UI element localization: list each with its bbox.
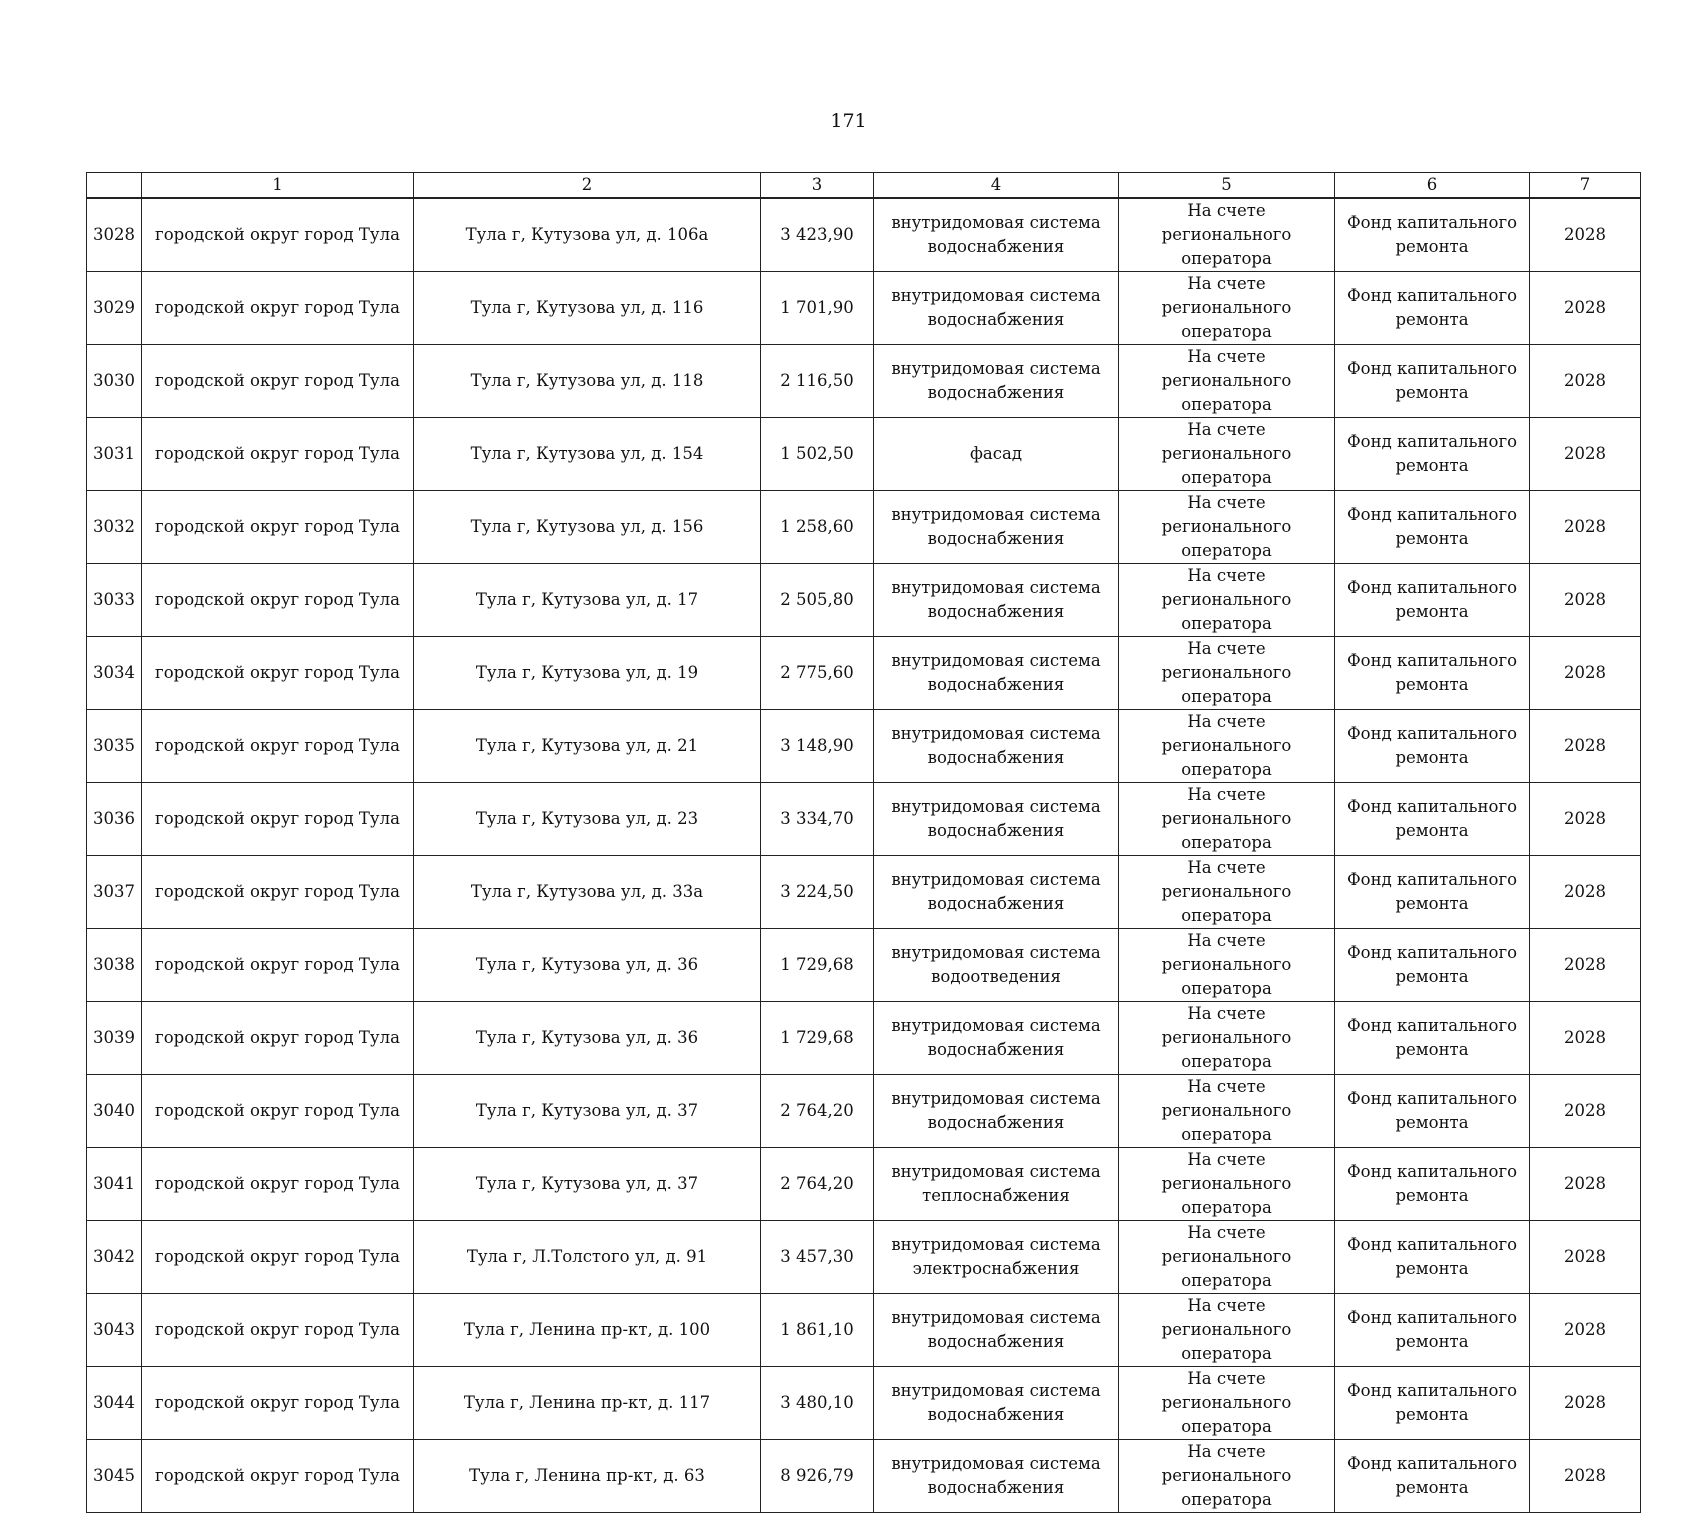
year-cell: 2028 [1530, 491, 1641, 564]
fund-account-cell: На счете регионального оператора [1119, 198, 1335, 272]
header-cell-index [87, 173, 142, 199]
row-number-cell: 3040 [87, 1075, 142, 1148]
funding-source-cell: Фонд капитального ремонта [1335, 1294, 1530, 1367]
work-type-cell: внутридомовая система водоснабжения [874, 1294, 1119, 1367]
fund-account-cell: На счете регионального оператора [1119, 1367, 1335, 1440]
address-cell: Тула г, Кутузова ул, д. 37 [414, 1148, 761, 1221]
table-row [87, 491, 1641, 564]
work-type-cell: внутридомовая система водоснабжения [874, 783, 1119, 856]
work-type-cell: внутридомовая система электроснабжения [874, 1221, 1119, 1294]
area-cell: 2 764,20 [761, 1148, 874, 1221]
funding-source-cell: Фонд капитального ремонта [1335, 1002, 1530, 1075]
year-cell: 2028 [1530, 1148, 1641, 1221]
table-row [87, 1075, 1641, 1148]
header-cell-2: 2 [414, 173, 761, 199]
table-row [87, 1148, 1641, 1221]
table-row [87, 929, 1641, 1002]
area-cell: 3 480,10 [761, 1367, 874, 1440]
table-row [87, 1221, 1641, 1294]
address-cell: Тула г, Кутузова ул, д. 36 [414, 1002, 761, 1075]
header-cell-4: 4 [874, 173, 1119, 199]
municipality-cell: городской округ город Тула [142, 1367, 414, 1440]
funding-source-cell: Фонд капитального ремонта [1335, 345, 1530, 418]
row-number-cell: 3045 [87, 1440, 142, 1513]
table-row [87, 418, 1641, 491]
work-type-cell: внутридомовая система водоснабжения [874, 637, 1119, 710]
municipality-cell: городской округ город Тула [142, 1294, 414, 1367]
address-cell: Тула г, Кутузова ул, д. 33а [414, 856, 761, 929]
fund-account-cell: На счете регионального оператора [1119, 929, 1335, 1002]
header-cell-7: 7 [1530, 173, 1641, 199]
work-type-cell: внутридомовая система водоснабжения [874, 1075, 1119, 1148]
municipality-cell: городской округ город Тула [142, 1148, 414, 1221]
funding-source-cell: Фонд капитального ремонта [1335, 491, 1530, 564]
funding-source-cell: Фонд капитального ремонта [1335, 637, 1530, 710]
address-cell: Тула г, Кутузова ул, д. 118 [414, 345, 761, 418]
address-cell: Тула г, Ленина пр-кт, д. 63 [414, 1440, 761, 1513]
fund-account-cell: На счете регионального оператора [1119, 710, 1335, 783]
area-cell: 3 423,90 [761, 198, 874, 272]
fund-account-cell: На счете регионального оператора [1119, 856, 1335, 929]
row-number-cell: 3036 [87, 783, 142, 856]
year-cell: 2028 [1530, 637, 1641, 710]
funding-source-cell: Фонд капитального ремонта [1335, 783, 1530, 856]
fund-account-cell: На счете регионального оператора [1119, 564, 1335, 637]
municipality-cell: городской округ город Тула [142, 272, 414, 345]
work-type-cell: внутридомовая система водоснабжения [874, 1440, 1119, 1513]
work-type-cell: внутридомовая система водоснабжения [874, 272, 1119, 345]
address-cell: Тула г, Кутузова ул, д. 36 [414, 929, 761, 1002]
municipality-cell: городской округ город Тула [142, 783, 414, 856]
year-cell: 2028 [1530, 1221, 1641, 1294]
area-cell: 1 502,50 [761, 418, 874, 491]
address-cell: Тула г, Кутузова ул, д. 17 [414, 564, 761, 637]
funding-source-cell: Фонд капитального ремонта [1335, 1148, 1530, 1221]
area-cell: 1 701,90 [761, 272, 874, 345]
table-row [87, 856, 1641, 929]
row-number-cell: 3031 [87, 418, 142, 491]
row-number-cell: 3042 [87, 1221, 142, 1294]
address-cell: Тула г, Ленина пр-кт, д. 100 [414, 1294, 761, 1367]
work-type-cell: внутридомовая система теплоснабжения [874, 1148, 1119, 1221]
year-cell: 2028 [1530, 272, 1641, 345]
year-cell: 2028 [1530, 418, 1641, 491]
year-cell: 2028 [1530, 1440, 1641, 1513]
row-number-cell: 3038 [87, 929, 142, 1002]
table-row [87, 1440, 1641, 1513]
area-cell: 3 334,70 [761, 783, 874, 856]
work-type-cell: внутридомовая система водоснабжения [874, 564, 1119, 637]
row-number-cell: 3028 [87, 198, 142, 272]
row-number-cell: 3029 [87, 272, 142, 345]
address-cell: Тула г, Кутузова ул, д. 23 [414, 783, 761, 856]
year-cell: 2028 [1530, 1294, 1641, 1367]
area-cell: 1 258,60 [761, 491, 874, 564]
work-type-cell: внутридомовая система водоснабжения [874, 491, 1119, 564]
area-cell: 2 116,50 [761, 345, 874, 418]
municipality-cell: городской округ город Тула [142, 1221, 414, 1294]
area-cell: 1 861,10 [761, 1294, 874, 1367]
fund-account-cell: На счете регионального оператора [1119, 783, 1335, 856]
year-cell: 2028 [1530, 1002, 1641, 1075]
fund-account-cell: На счете регионального оператора [1119, 1221, 1335, 1294]
row-number-cell: 3033 [87, 564, 142, 637]
row-number-cell: 3030 [87, 345, 142, 418]
address-cell: Тула г, Ленина пр-кт, д. 117 [414, 1367, 761, 1440]
register-table [86, 172, 1641, 1513]
address-cell: Тула г, Кутузова ул, д. 21 [414, 710, 761, 783]
row-number-cell: 3037 [87, 856, 142, 929]
area-cell: 2 764,20 [761, 1075, 874, 1148]
work-type-cell: внутридомовая система водоотведения [874, 929, 1119, 1002]
area-cell: 2 505,80 [761, 564, 874, 637]
year-cell: 2028 [1530, 856, 1641, 929]
year-cell: 2028 [1530, 783, 1641, 856]
table-row [87, 1367, 1641, 1440]
work-type-cell: внутридомовая система водоснабжения [874, 710, 1119, 783]
work-type-cell: внутридомовая система водоснабжения [874, 198, 1119, 272]
municipality-cell: городской округ город Тула [142, 1002, 414, 1075]
year-cell: 2028 [1530, 710, 1641, 783]
funding-source-cell: Фонд капитального ремонта [1335, 710, 1530, 783]
header-cell-1: 1 [142, 173, 414, 199]
address-cell: Тула г, Кутузова ул, д. 19 [414, 637, 761, 710]
header-cell-5: 5 [1119, 173, 1335, 199]
row-number-cell: 3044 [87, 1367, 142, 1440]
municipality-cell: городской округ город Тула [142, 198, 414, 272]
year-cell: 2028 [1530, 1367, 1641, 1440]
municipality-cell: городской округ город Тула [142, 929, 414, 1002]
row-number-cell: 3039 [87, 1002, 142, 1075]
table-row [87, 710, 1641, 783]
address-cell: Тула г, Л.Толстого ул, д. 91 [414, 1221, 761, 1294]
work-type-cell: внутридомовая система водоснабжения [874, 1367, 1119, 1440]
fund-account-cell: На счете регионального оператора [1119, 1294, 1335, 1367]
address-cell: Тула г, Кутузова ул, д. 156 [414, 491, 761, 564]
municipality-cell: городской округ город Тула [142, 1440, 414, 1513]
area-cell: 3 148,90 [761, 710, 874, 783]
row-number-cell: 3034 [87, 637, 142, 710]
funding-source-cell: Фонд капитального ремонта [1335, 1221, 1530, 1294]
area-cell: 1 729,68 [761, 929, 874, 1002]
municipality-cell: городской округ город Тула [142, 710, 414, 783]
year-cell: 2028 [1530, 198, 1641, 272]
funding-source-cell: Фонд капитального ремонта [1335, 1367, 1530, 1440]
table-row [87, 637, 1641, 710]
fund-account-cell: На счете регионального оператора [1119, 345, 1335, 418]
funding-source-cell: Фонд капитального ремонта [1335, 929, 1530, 1002]
year-cell: 2028 [1530, 345, 1641, 418]
table-row [87, 1294, 1641, 1367]
table-row [87, 198, 1641, 272]
area-cell: 1 729,68 [761, 1002, 874, 1075]
funding-source-cell: Фонд капитального ремонта [1335, 564, 1530, 637]
table-row [87, 272, 1641, 345]
fund-account-cell: На счете регионального оператора [1119, 1002, 1335, 1075]
header-cell-6: 6 [1335, 173, 1530, 199]
municipality-cell: городской округ город Тула [142, 345, 414, 418]
table-row [87, 345, 1641, 418]
work-type-cell: фасад [874, 418, 1119, 491]
area-cell: 2 775,60 [761, 637, 874, 710]
funding-source-cell: Фонд капитального ремонта [1335, 198, 1530, 272]
municipality-cell: городской округ город Тула [142, 564, 414, 637]
work-type-cell: внутридомовая система водоснабжения [874, 345, 1119, 418]
page-number: 171 [830, 110, 867, 132]
work-type-cell: внутридомовая система водоснабжения [874, 856, 1119, 929]
funding-source-cell: Фонд капитального ремонта [1335, 1440, 1530, 1513]
fund-account-cell: На счете регионального оператора [1119, 1075, 1335, 1148]
municipality-cell: городской округ город Тула [142, 637, 414, 710]
year-cell: 2028 [1530, 1075, 1641, 1148]
table-body [87, 198, 1641, 1513]
funding-source-cell: Фонд капитального ремонта [1335, 1075, 1530, 1148]
row-number-cell: 3041 [87, 1148, 142, 1221]
row-number-cell: 3032 [87, 491, 142, 564]
fund-account-cell: На счете регионального оператора [1119, 491, 1335, 564]
funding-source-cell: Фонд капитального ремонта [1335, 856, 1530, 929]
table-row [87, 783, 1641, 856]
funding-source-cell: Фонд капитального ремонта [1335, 418, 1530, 491]
year-cell: 2028 [1530, 929, 1641, 1002]
fund-account-cell: На счете регионального оператора [1119, 637, 1335, 710]
fund-account-cell: На счете регионального оператора [1119, 1148, 1335, 1221]
municipality-cell: городской округ город Тула [142, 1075, 414, 1148]
area-cell: 8 926,79 [761, 1440, 874, 1513]
municipality-cell: городской округ город Тула [142, 418, 414, 491]
fund-account-cell: На счете регионального оператора [1119, 418, 1335, 491]
header-cell-3: 3 [761, 173, 874, 199]
row-number-cell: 3043 [87, 1294, 142, 1367]
year-cell: 2028 [1530, 564, 1641, 637]
work-type-cell: внутридомовая система водоснабжения [874, 1002, 1119, 1075]
table-row [87, 564, 1641, 637]
fund-account-cell: На счете регионального оператора [1119, 272, 1335, 345]
table-row [87, 1002, 1641, 1075]
address-cell: Тула г, Кутузова ул, д. 154 [414, 418, 761, 491]
table-header-row [87, 173, 1641, 199]
address-cell: Тула г, Кутузова ул, д. 106а [414, 198, 761, 272]
address-cell: Тула г, Кутузова ул, д. 116 [414, 272, 761, 345]
funding-source-cell: Фонд капитального ремонта [1335, 272, 1530, 345]
municipality-cell: городской округ город Тула [142, 491, 414, 564]
fund-account-cell: На счете регионального оператора [1119, 1440, 1335, 1513]
municipality-cell: городской округ город Тула [142, 856, 414, 929]
row-number-cell: 3035 [87, 710, 142, 783]
address-cell: Тула г, Кутузова ул, д. 37 [414, 1075, 761, 1148]
area-cell: 3 457,30 [761, 1221, 874, 1294]
area-cell: 3 224,50 [761, 856, 874, 929]
